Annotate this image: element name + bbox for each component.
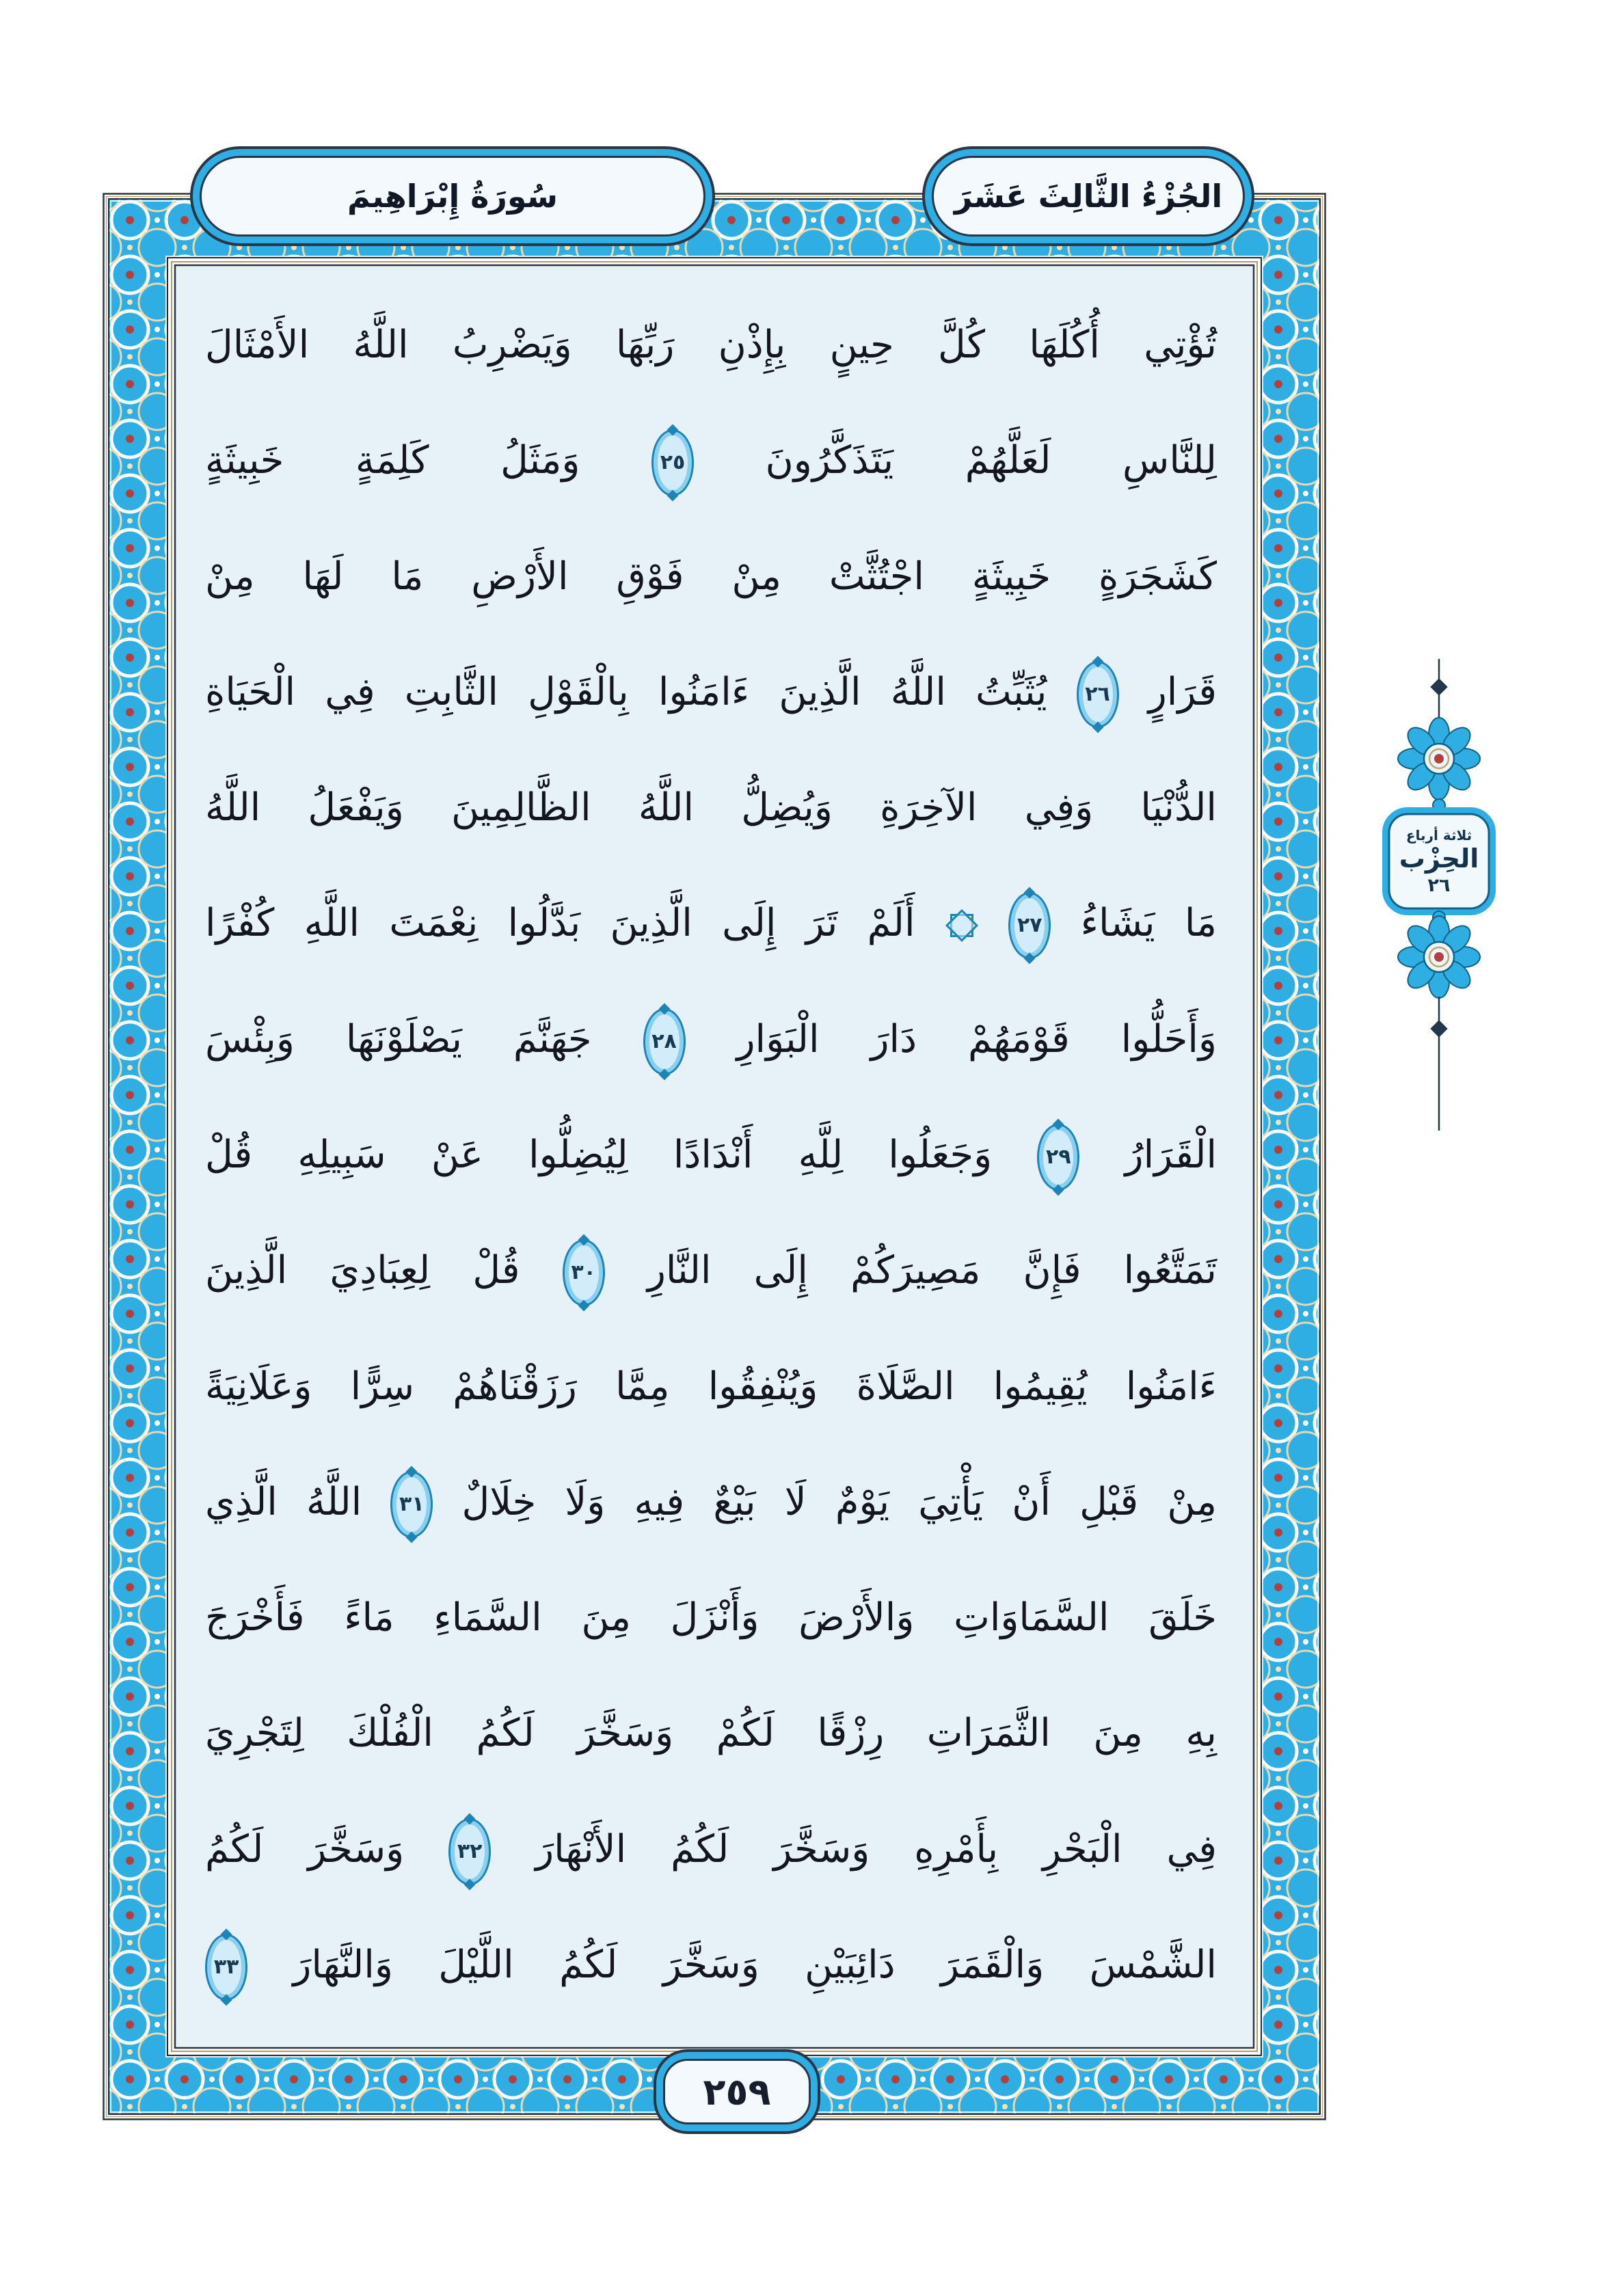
verse-text: وَسَخَّرَ لَكُمُ bbox=[205, 1826, 405, 1872]
verse-text: قُلْ لِعِبَادِيَ الَّذِينَ bbox=[205, 1248, 520, 1293]
ayah-end-marker-icon bbox=[1037, 1124, 1079, 1191]
ayah-number: ٣٠ bbox=[571, 1260, 596, 1285]
verse-line bbox=[205, 1567, 1217, 1669]
verse-text: الدُّنْيَا وَفِي الآخِرَةِ وَيُضِلُّ اللَّهُ الظَّالِمِينَ وَيَفْعَلُ اللَّهُ bbox=[205, 785, 1217, 830]
ayah-end-marker-icon bbox=[643, 1008, 686, 1075]
rub-el-hizb-icon bbox=[945, 908, 979, 943]
page-number-cartouche bbox=[663, 2059, 811, 2124]
verse-line bbox=[205, 1336, 1217, 1438]
verse-line bbox=[205, 641, 1217, 744]
stem-diamond-icon bbox=[1430, 1020, 1447, 1037]
verse-line bbox=[205, 294, 1217, 396]
ayah-number: ٢٩ bbox=[1046, 1144, 1071, 1169]
verse-text: اللَّهُ الَّذِي bbox=[205, 1479, 362, 1524]
hizb-label: الحِزْب bbox=[1399, 843, 1479, 874]
surah-name-label: سُورَةُ إِبْرَاهِيمَ bbox=[347, 178, 558, 215]
hizb-medallion-text bbox=[1389, 818, 1489, 906]
verse-line bbox=[205, 988, 1217, 1091]
verse-text: ءَامَنُوا يُقِيمُوا الصَّلَاةَ وَيُنْفِقُوا مِمَّا رَزَقْنَاهُمْ سِرًّا وَعَلَانِيَةً bbox=[205, 1364, 1217, 1409]
ayah-end-marker-icon bbox=[448, 1818, 491, 1885]
verse-text: الْقَرَارُ bbox=[1125, 1132, 1217, 1177]
juz-title-label: الجُزْءُ الثَّالِثَ عَشَرَ bbox=[954, 178, 1223, 215]
hizb-number: ٢٦ bbox=[1427, 875, 1451, 896]
verse-line bbox=[205, 1798, 1217, 1901]
verse-text: لِلنَّاسِ لَعَلَّهُمْ يَتَذَكَّرُونَ bbox=[765, 438, 1217, 483]
verse-line bbox=[205, 757, 1217, 859]
verse-text: مَا يَشَاءُ bbox=[1080, 901, 1217, 946]
ayah-end-marker-icon bbox=[205, 1934, 247, 2001]
surah-name-cartouche bbox=[200, 156, 705, 237]
verse-text: كَشَجَرَةٍ خَبِيثَةٍ اجْتُثَّتْ مِنْ فَوْقِ الأَرْضِ مَا لَهَا مِنْ bbox=[205, 554, 1217, 599]
verse-text: خَلَقَ السَّمَاوَاتِ وَالأَرْضَ وَأَنْزَلَ مِنَ السَّمَاءِ مَاءً فَأَخْرَجَ bbox=[205, 1595, 1217, 1640]
verse-text: تَمَتَّعُوا فَإِنَّ مَصِيرَكُمْ إِلَى النَّارِ bbox=[647, 1248, 1217, 1293]
verse-text: أَلَمْ تَرَ إِلَى الَّذِينَ بَدَّلُوا نِعْمَتَ اللَّهِ كُفْرًا bbox=[205, 901, 915, 946]
verse-text: بِهِ مِنَ الثَّمَرَاتِ رِزْقًا لَكُمْ وَسَخَّرَ لَكُمُ الْفُلْكَ لِتَجْرِيَ bbox=[205, 1711, 1217, 1756]
verse-line bbox=[205, 526, 1217, 628]
ayah-number: ٣٢ bbox=[457, 1839, 483, 1863]
verse-text: وَجَعَلُوا لِلَّهِ أَنْدَادًا لِيُضِلُّوا عَنْ سَبِيلِهِ قُلْ bbox=[205, 1132, 993, 1177]
ayah-number: ٢٧ bbox=[1017, 913, 1042, 938]
verse-text: قَرَارٍ bbox=[1148, 669, 1217, 714]
verse-line bbox=[205, 1682, 1217, 1785]
ayah-number: ٢٥ bbox=[660, 450, 686, 475]
ayah-number: ٣٣ bbox=[213, 1954, 239, 1979]
verse-line bbox=[205, 1914, 1217, 2016]
ayah-end-marker-icon bbox=[563, 1239, 605, 1306]
verse-text: تُؤْتِي أُكُلَهَا كُلَّ حِينٍ بِإِذْنِ رَبِّهَا وَيَضْرِبُ اللَّهُ الأَمْثَالَ bbox=[205, 323, 1217, 367]
page-number: ٢٥٩ bbox=[703, 2070, 771, 2113]
ayah-end-marker-icon bbox=[1077, 661, 1119, 728]
verse-text: وَمَثَلُ كَلِمَةٍ خَبِيثَةٍ bbox=[205, 438, 580, 483]
verse-line bbox=[205, 1219, 1217, 1322]
verse-text: يُثَبِّتُ اللَّهُ الَّذِينَ ءَامَنُوا بِالْقَوْلِ الثَّابِتِ فِي الْحَيَاةِ bbox=[205, 669, 1047, 714]
ayah-number: ٣١ bbox=[399, 1491, 425, 1516]
verse-text: وَأَحَلُّوا قَوْمَهُمْ دَارَ الْبَوَارِ bbox=[736, 1016, 1217, 1062]
ayah-end-marker-icon bbox=[1008, 892, 1051, 959]
juz-title-cartouche bbox=[932, 156, 1245, 237]
verse-text: جَهَنَّمَ يَصْلَوْنَهَا وَبِئْسَ bbox=[205, 1016, 592, 1062]
verse-lines bbox=[205, 294, 1217, 2016]
verse-line bbox=[205, 409, 1217, 512]
ayah-number: ٢٦ bbox=[1085, 681, 1110, 706]
ayah-number: ٢٨ bbox=[651, 1029, 677, 1053]
verse-line bbox=[205, 872, 1217, 975]
ayah-end-marker-icon bbox=[651, 429, 694, 496]
hizb-fraction-label: ثلاثة أرباع bbox=[1405, 827, 1472, 844]
verse-line bbox=[205, 1451, 1217, 1554]
verse-line bbox=[205, 1104, 1217, 1206]
stem-diamond-icon bbox=[1430, 678, 1447, 695]
verse-text: فِي الْبَحْرِ بِأَمْرِهِ وَسَخَّرَ لَكُمُ الأَنْهَارَ bbox=[535, 1826, 1217, 1872]
ayah-end-marker-icon bbox=[390, 1471, 433, 1538]
verse-text: مِنْ قَبْلِ أَنْ يَأْتِيَ يَوْمٌ لَا بَيْعٌ فِيهِ وَلَا خِلَالٌ bbox=[461, 1479, 1217, 1524]
verse-text: الشَّمْسَ وَالْقَمَرَ دَائِبَيْنِ وَسَخَّرَ لَكُمُ اللَّيْلَ وَالنَّهَارَ bbox=[293, 1942, 1217, 1987]
